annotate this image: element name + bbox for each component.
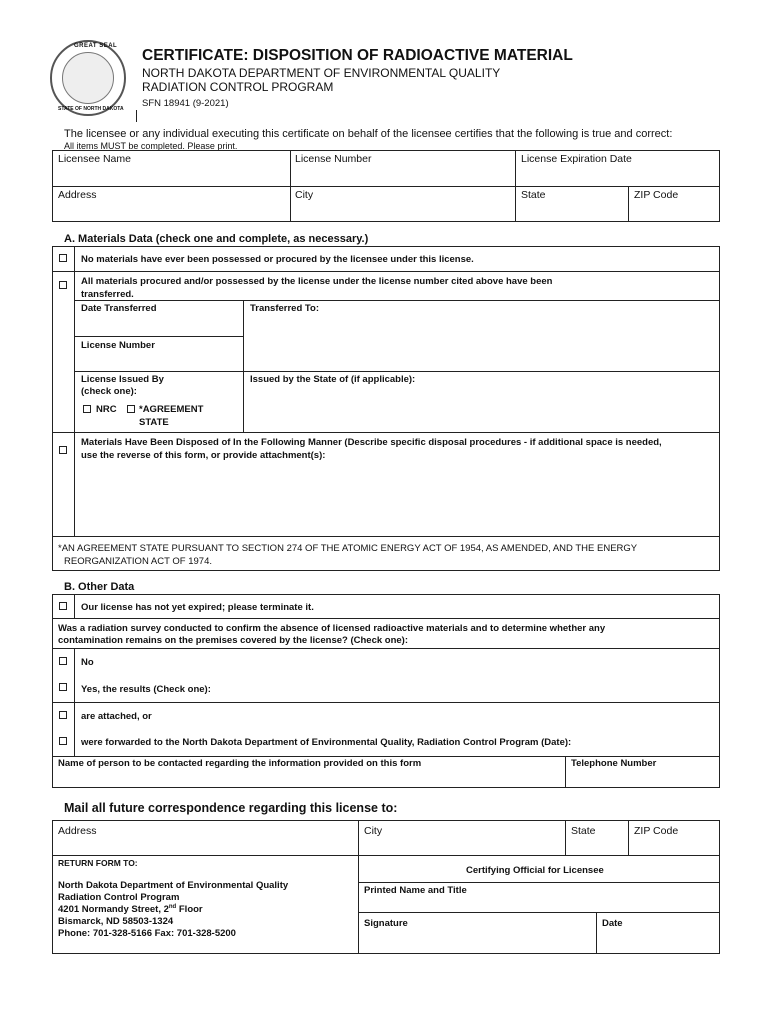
survey-yes-checkbox[interactable] — [59, 683, 67, 691]
department-name: NORTH DAKOTA DEPARTMENT OF ENVIRONMENTAL QUALITY — [142, 66, 501, 80]
agreement-state-label-1: *AGREEMENT — [139, 404, 204, 415]
license-not-expired-label: Our license has not yet expired; please terminate it. — [81, 602, 314, 613]
transfer-license-number-field[interactable]: License Number — [81, 340, 155, 351]
telephone-field[interactable]: Telephone Number — [571, 758, 657, 769]
licensee-col-divider-2 — [515, 150, 516, 222]
section-b-divider-3 — [52, 702, 720, 703]
mail-col-divider-1 — [358, 820, 359, 954]
licensee-name-field[interactable]: Licensee Name — [58, 153, 131, 165]
signature-field[interactable]: Signature — [364, 918, 408, 929]
form-number: SFN 18941 (9-2021) — [142, 98, 229, 109]
section-a-row-divider-1 — [52, 271, 720, 272]
mail-address-field[interactable]: Address — [58, 825, 97, 837]
certifying-official-label: Certifying Official for Licensee — [466, 865, 604, 876]
transfer-table-line-2 — [74, 371, 720, 372]
section-b-divider-4 — [52, 756, 720, 757]
section-b-divider-2 — [52, 648, 720, 649]
mail-section-title: Mail all future correspondence regarding this license to: — [64, 801, 398, 815]
header-divider — [136, 110, 137, 122]
survey-yes-label: Yes, the results (Check one): — [81, 684, 211, 695]
intro-instructions: All items MUST be completed. Please print. — [64, 141, 238, 151]
mail-divider-2 — [358, 882, 720, 883]
return-address-line-4: Bismarck, ND 58503-1324 — [58, 916, 174, 927]
results-attached-checkbox[interactable] — [59, 711, 67, 719]
section-a-checkbox-col — [74, 246, 75, 536]
mail-zip-field[interactable]: ZIP Code — [634, 825, 679, 837]
issued-by-state-field[interactable]: Issued by the State of (if applicable): — [250, 374, 416, 385]
section-a-row-divider-3 — [52, 536, 720, 537]
seal-text-bottom: STATE OF NORTH DAKOTA — [58, 106, 124, 112]
state-seal — [50, 40, 126, 116]
survey-no-label: No — [81, 657, 94, 668]
nrc-label: NRC — [96, 404, 117, 415]
section-a-title: A. Materials Data (check one and complete, as necessary.) — [64, 233, 369, 245]
return-floor: Floor — [176, 904, 203, 916]
agreement-state-footnote-2: REORGANIZATION ACT OF 1974. — [64, 556, 212, 567]
transfer-table-top — [74, 300, 720, 301]
return-address-line-2: Radiation Control Program — [58, 892, 180, 903]
licensee-col-divider-3 — [628, 186, 629, 222]
nrc-checkbox[interactable] — [83, 405, 91, 413]
radiation-survey-question-2: contamination remains on the premises covered by the license? (Check one): — [58, 635, 409, 646]
license-issued-by-label: License Issued By — [81, 374, 164, 385]
form-title: CERTIFICATE: DISPOSITION OF RADIOACTIVE MATERIAL — [142, 47, 573, 64]
signature-date-field[interactable]: Date — [602, 918, 623, 929]
section-b-check-col-1 — [74, 594, 75, 618]
license-issued-by-hint: (check one): — [81, 386, 137, 397]
radiation-survey-question-1: Was a radiation survey conducted to confirm the absence of licensed radioactive materials and to determine whether any — [58, 623, 606, 634]
program-name: RADIATION CONTROL PROGRAM — [142, 80, 334, 94]
section-b-title: B. Other Data — [64, 581, 135, 593]
license-expiration-field[interactable]: License Expiration Date — [521, 153, 632, 165]
licensee-info-divider — [52, 186, 720, 187]
return-phone-fax: Phone: 701-328-5166 Fax: 701-328-5200 — [58, 928, 236, 939]
section-b-check-col-2 — [74, 648, 75, 756]
seal-emblem-icon — [62, 52, 114, 104]
mail-col-divider-4 — [596, 912, 597, 954]
licensee-col-divider-1 — [290, 150, 291, 222]
disposed-label-1: Materials Have Been Disposed of In the Following Manner (Describe specific disposal procedures - if additional space is needed, — [81, 437, 662, 448]
disposed-label-2: use the reverse of this form, or provide attachment(s): — [81, 450, 326, 461]
agreement-state-label-2: STATE — [139, 417, 169, 428]
transfer-table-line-1 — [74, 336, 243, 337]
state-field[interactable]: State — [521, 189, 546, 201]
printed-name-title-field[interactable]: Printed Name and Title — [364, 885, 467, 896]
city-field[interactable]: City — [295, 189, 314, 201]
seal-text-top: GREAT SEAL — [74, 43, 118, 49]
mail-divider-3 — [358, 912, 720, 913]
agreement-state-checkbox[interactable] — [127, 405, 135, 413]
section-b-phone-col — [565, 756, 566, 788]
mail-divider-1 — [52, 855, 720, 856]
intro-statement: The licensee or any individual executing this certificate on behalf of the licensee certifies that the following is true and correct: — [64, 128, 673, 140]
return-address-line-3 — [58, 904, 203, 915]
results-forwarded-label: were forwarded to the North Dakota Department of Environmental Quality, Radiation Control Program (Date): — [81, 737, 572, 748]
transfer-table-col — [243, 300, 244, 432]
mail-city-field[interactable]: City — [364, 825, 383, 837]
license-number-field[interactable]: License Number — [295, 153, 372, 165]
mail-col-divider-3 — [628, 820, 629, 855]
mail-state-field[interactable]: State — [571, 825, 596, 837]
no-materials-label: No materials have ever been possessed or procured by the licensee under this license. — [81, 254, 474, 265]
return-form-label: RETURN FORM TO: — [58, 858, 138, 868]
zip-field[interactable]: ZIP Code — [634, 189, 679, 201]
materials-transferred-checkbox[interactable] — [59, 281, 67, 289]
date-transferred-field[interactable]: Date Transferred — [81, 303, 157, 314]
transferred-to-field[interactable]: Transferred To: — [250, 303, 319, 314]
section-b-divider-1 — [52, 618, 720, 619]
agreement-state-footnote-1: *AN AGREEMENT STATE PURSUANT TO SECTION 274 OF THE ATOMIC ENERGY ACT OF 1954, AS AMENDED, AND THE ENERGY — [58, 543, 638, 554]
section-a-row-divider-2 — [52, 432, 720, 433]
return-street-suffix: nd — [168, 904, 177, 910]
disposal-description-area[interactable] — [76, 464, 718, 534]
materials-transferred-label-1: All materials procured and/or possessed by the license under the license number cited above have been — [81, 276, 553, 287]
results-attached-label: are attached, or — [81, 711, 152, 722]
survey-no-checkbox[interactable] — [59, 657, 67, 665]
return-street: 4201 Normandy Street, 2 — [58, 904, 169, 916]
materials-transferred-label-2: transferred. — [81, 289, 134, 300]
mail-col-divider-2 — [565, 820, 566, 855]
license-not-expired-checkbox[interactable] — [59, 602, 67, 610]
no-materials-checkbox[interactable] — [59, 254, 67, 262]
disposed-checkbox[interactable] — [59, 446, 67, 454]
return-address-line-1: North Dakota Department of Environmental Quality — [58, 880, 289, 891]
address-field[interactable]: Address — [58, 189, 97, 201]
contact-name-field[interactable]: Name of person to be contacted regarding the information provided on this form — [58, 758, 422, 769]
results-forwarded-checkbox[interactable] — [59, 737, 67, 745]
